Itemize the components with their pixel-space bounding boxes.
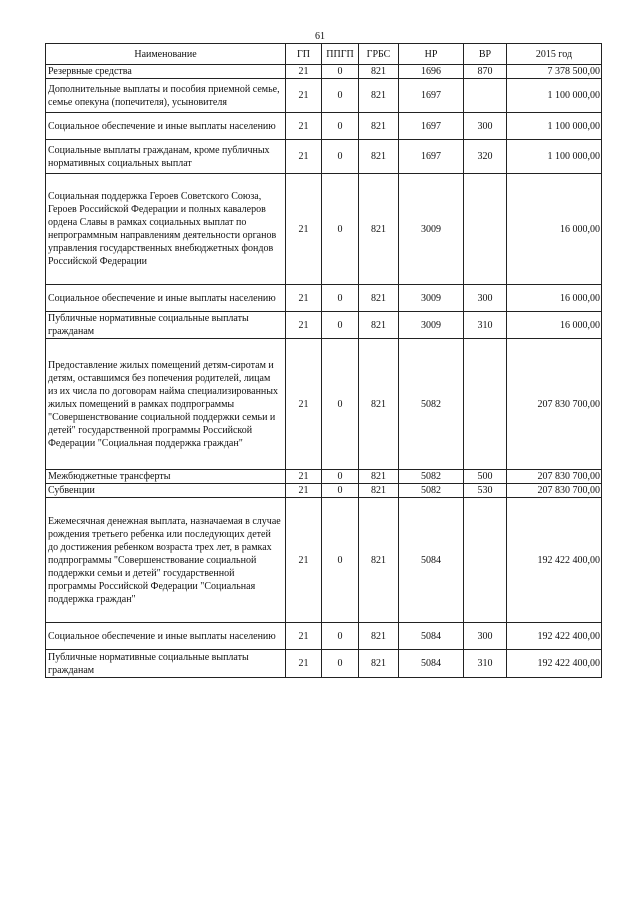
header-name: Наименование — [46, 44, 286, 65]
row-name-cell: Дополнительные выплаты и пособия приемной семье, семье опекуна (попечителя), усыновителя — [46, 79, 286, 113]
row-amount-cell: 192 422 400,00 — [507, 623, 602, 650]
row-grbs-cell: 821 — [359, 174, 399, 285]
row-nr-cell: 5082 — [399, 484, 464, 498]
table-row — [46, 65, 602, 79]
row-grbs-cell: 821 — [359, 79, 399, 113]
row-gp-cell: 21 — [286, 623, 322, 650]
row-vr-cell — [464, 174, 507, 285]
row-gp-cell: 21 — [286, 79, 322, 113]
row-amount-cell: 207 830 700,00 — [507, 470, 602, 484]
row-vr-cell: 530 — [464, 484, 507, 498]
row-gp-cell: 21 — [286, 498, 322, 623]
row-name-cell: Межбюджетные трансферты — [46, 470, 286, 484]
row-amount-cell: 7 378 500,00 — [507, 65, 602, 79]
row-amount-cell: 16 000,00 — [507, 285, 602, 312]
row-ppgp-cell: 0 — [322, 79, 359, 113]
row-nr-cell: 3009 — [399, 174, 464, 285]
row-ppgp-cell: 0 — [322, 113, 359, 140]
row-grbs-cell: 821 — [359, 140, 399, 174]
row-name-cell: Публичные нормативные социальные выплаты гражданам — [46, 650, 286, 678]
row-amount-cell: 1 100 000,00 — [507, 140, 602, 174]
row-vr-cell — [464, 498, 507, 623]
row-nr-cell: 1697 — [399, 113, 464, 140]
row-name-cell: Социальное обеспечение и иные выплаты населению — [46, 113, 286, 140]
row-grbs-cell: 821 — [359, 470, 399, 484]
header-nr: НР — [399, 44, 464, 65]
row-vr-cell: 300 — [464, 285, 507, 312]
table-row — [46, 470, 602, 484]
header-ppgp: ППГП — [322, 44, 359, 65]
row-grbs-cell: 821 — [359, 650, 399, 678]
row-grbs-cell: 821 — [359, 484, 399, 498]
row-gp-cell: 21 — [286, 285, 322, 312]
row-vr-cell — [464, 79, 507, 113]
row-gp-cell: 21 — [286, 339, 322, 470]
row-nr-cell: 3009 — [399, 312, 464, 339]
row-vr-cell: 870 — [464, 65, 507, 79]
table-row — [46, 312, 602, 339]
row-amount-cell: 192 422 400,00 — [507, 650, 602, 678]
table-header-row — [46, 44, 602, 65]
row-grbs-cell: 821 — [359, 312, 399, 339]
row-grbs-cell: 821 — [359, 498, 399, 623]
budget-table — [45, 43, 602, 678]
row-gp-cell: 21 — [286, 470, 322, 484]
row-name-cell: Социальное обеспечение и иные выплаты населению — [46, 285, 286, 312]
row-grbs-cell: 821 — [359, 623, 399, 650]
row-nr-cell: 3009 — [399, 285, 464, 312]
table-row — [46, 623, 602, 650]
row-name-cell: Публичные нормативные социальные выплаты гражданам — [46, 312, 286, 339]
row-ppgp-cell: 0 — [322, 339, 359, 470]
row-amount-cell: 16 000,00 — [507, 312, 602, 339]
row-name-cell: Субвенции — [46, 484, 286, 498]
row-gp-cell: 21 — [286, 174, 322, 285]
row-amount-cell: 207 830 700,00 — [507, 339, 602, 470]
row-amount-cell: 1 100 000,00 — [507, 113, 602, 140]
table-row — [46, 650, 602, 678]
row-name-cell: Социальные выплаты гражданам, кроме публичных нормативных социальных выплат — [46, 140, 286, 174]
row-vr-cell: 500 — [464, 470, 507, 484]
row-ppgp-cell: 0 — [322, 498, 359, 623]
row-ppgp-cell: 0 — [322, 174, 359, 285]
table-row — [46, 484, 602, 498]
header-vr: ВР — [464, 44, 507, 65]
row-ppgp-cell: 0 — [322, 312, 359, 339]
row-ppgp-cell: 0 — [322, 140, 359, 174]
row-vr-cell — [464, 339, 507, 470]
row-ppgp-cell: 0 — [322, 623, 359, 650]
row-amount-cell: 1 100 000,00 — [507, 79, 602, 113]
row-name-cell: Ежемесячная денежная выплата, назначаемая в случае рождения третьего ребенка или последующих детей до достижения ребенком возраста трех лет, в рамках подпрограммы "Совершенствование социальной поддержки семьи и детей" государственной программы Российской Федерации "Социальная поддержка граждан" — [46, 498, 286, 623]
page-number: 61 — [315, 31, 325, 42]
table-row — [46, 79, 602, 113]
row-ppgp-cell: 0 — [322, 65, 359, 79]
row-nr-cell: 5082 — [399, 339, 464, 470]
row-nr-cell: 5084 — [399, 650, 464, 678]
table-row — [46, 285, 602, 312]
row-amount-cell: 192 422 400,00 — [507, 498, 602, 623]
table-row — [46, 339, 602, 470]
row-gp-cell: 21 — [286, 65, 322, 79]
row-nr-cell: 5084 — [399, 623, 464, 650]
row-gp-cell: 21 — [286, 113, 322, 140]
row-vr-cell: 320 — [464, 140, 507, 174]
row-ppgp-cell: 0 — [322, 484, 359, 498]
row-gp-cell: 21 — [286, 140, 322, 174]
row-gp-cell: 21 — [286, 312, 322, 339]
table-row — [46, 498, 602, 623]
row-vr-cell: 300 — [464, 113, 507, 140]
header-year: 2015 год — [507, 44, 602, 65]
row-grbs-cell: 821 — [359, 285, 399, 312]
row-name-cell: Предоставление жилых помещений детям-сиротам и детям, оставшимся без попечения родителей, лицам из их числа по договорам найма специализированных жилых помещений в рамках подпрограммы "Совершенствование социальной поддержки семьи и детей" государственной программы Российской Федерации "Социальная поддержка граждан" — [46, 339, 286, 470]
row-ppgp-cell: 0 — [322, 285, 359, 312]
header-grbs: ГРБС — [359, 44, 399, 65]
row-grbs-cell: 821 — [359, 339, 399, 470]
row-grbs-cell: 821 — [359, 65, 399, 79]
table-row — [46, 140, 602, 174]
row-vr-cell: 310 — [464, 650, 507, 678]
row-nr-cell: 1696 — [399, 65, 464, 79]
row-vr-cell: 310 — [464, 312, 507, 339]
row-gp-cell: 21 — [286, 484, 322, 498]
header-gp: ГП — [286, 44, 322, 65]
row-name-cell: Социальное обеспечение и иные выплаты населению — [46, 623, 286, 650]
table-row — [46, 174, 602, 285]
row-ppgp-cell: 0 — [322, 650, 359, 678]
row-ppgp-cell: 0 — [322, 470, 359, 484]
row-nr-cell: 1697 — [399, 140, 464, 174]
row-vr-cell: 300 — [464, 623, 507, 650]
row-nr-cell: 5082 — [399, 470, 464, 484]
row-nr-cell: 1697 — [399, 79, 464, 113]
row-name-cell: Резервные средства — [46, 65, 286, 79]
row-nr-cell: 5084 — [399, 498, 464, 623]
row-amount-cell: 16 000,00 — [507, 174, 602, 285]
row-name-cell: Социальная поддержка Героев Советского Союза, Героев Российской Федерации и полных кавалеров ордена Славы в рамках социальных выплат по непрограммным направлениям деятельности органов управления государственных внебюджетных фондов Российской Федерации — [46, 174, 286, 285]
row-grbs-cell: 821 — [359, 113, 399, 140]
row-amount-cell: 207 830 700,00 — [507, 484, 602, 498]
row-gp-cell: 21 — [286, 650, 322, 678]
table-row — [46, 113, 602, 140]
